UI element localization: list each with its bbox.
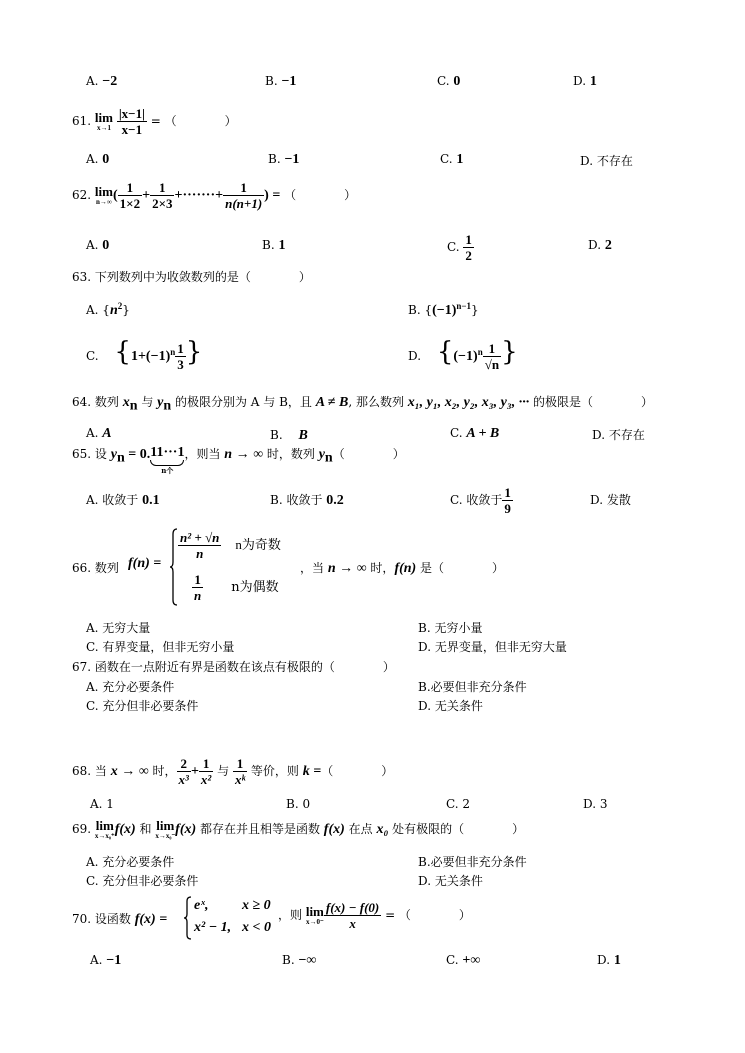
q62-stem: 62. lim n→∞ ( $\frac{1}{1\times 2}$ + $\frac{1}{2\times 3}$ +·······+ $\frac{1}{n(n+1)}$ ) = （ ） [72,180,357,211]
q70-option-c: C. +∞ [446,953,481,968]
q69-option-c: C. 充分但非必要条件 [86,874,199,888]
q70-option-a: A. −1 [90,953,122,968]
q65-option-d: D. 发散 [590,493,631,507]
q68-stem: 68. 当 x → ∞ 时， $\frac{2}{\text{x³}}$ + $\frac{1}{\text{x²}}$ 与 $\frac{1}{\text{xᵏ}}$ 等价，则 k =（ ） [72,756,394,787]
q66-function-name: f(n) = [128,556,162,571]
q60-option-b: B. −1 [265,74,297,89]
q64-option-c: C. A + B [450,426,500,441]
q67-option-a: A. 充分必要条件 [86,680,175,694]
q69-stem: 69. lim x→x₀⁺ f(x) 和 lim x→x₀⁻ f(x) 都存在并且相等是函数 f(x) 在点 x₀ 处有极限的（ ） [72,818,525,840]
q63-option-c: C. {$1+(-1)^n$ $\frac{1}{3}$ } [86,337,203,372]
q62-option-d: D. 2 [588,238,612,253]
q66-label: 66. 数列 [72,561,119,575]
q66-case-even: $\frac{1}{n}$ n为偶数 [194,572,279,603]
q66-option-c: C. 有界变量，但非无穷小量 [86,640,235,654]
q66-piecewise-brace [170,528,178,606]
q60-option-d: D. 1 [573,74,597,89]
q64-stem: 64. 数列 $x_n$ 与 $y_n$ 的极限分别为 A 与 B，且 A ≠ B, 那么数列 x₁, y₁, x₂, y₂, x₃, y₃, ··· 的极限是（ ） [72,395,654,414]
q66-option-d: D. 无界变量，但非无穷大量 [418,640,567,654]
q65-option-b: B. 收敛于 0.2 [270,493,344,508]
q69-option-b: B.必要但非充分条件 [418,855,527,869]
q67-stem: 67. 函数在一点附近有界是函数在该点有极限的（ ） [72,660,395,674]
q66-case-odd: $\frac{\text{n² + √n}}{n}$ n为奇数 [180,530,281,561]
q70-case-1: eˣ, x ≥ 0 [194,898,271,913]
q67-option-c: C. 充分但非必要条件 [86,699,199,713]
q62-option-c: C. $\frac{1}{2}$ [447,232,472,263]
q70-label: 70. 设函数 f(x) = [72,912,168,927]
q63-option-a: A. $\{n^2\}$ [86,301,130,318]
q67-option-b: B.必要但非充分条件 [418,680,527,694]
q69-option-d: D. 无关条件 [418,874,483,888]
q70-option-d: D. 1 [597,953,621,968]
q64-option-b: B. B [270,428,308,443]
q68-option-b: B. 0 [286,797,311,811]
q65-option-c: C. 收敛于 $\frac{1}{9}$ [450,485,511,516]
q65-stem: 65. 设 $y_n = 0.11\cdot\cdot\cdot 1$ n个 ，则当 n → ∞ 时，数列 $y_n$（ ） [72,445,405,475]
q60-option-a: A. −2 [86,74,118,89]
q66-option-a: A. 无穷大量 [86,621,151,635]
q70-case-2: x² − 1, x < 0 [194,920,271,935]
q63-stem: 63. 下列数列中为收敛数列的是（ ） [72,270,311,284]
q67-option-d: D. 无关条件 [418,699,483,713]
q65-option-a: A. 收敛于 0.1 [86,493,160,508]
q70-tail: ，则 lim x→0⁻ $\frac{f(x) - f(0)}{x}$ = （ ） [278,900,471,931]
q68-option-a: A. 1 [90,797,114,811]
q64-option-d: D. 不存在 [592,428,645,442]
q60-option-c: C. 0 [437,74,461,89]
q70-piecewise-brace [184,896,192,940]
q62-option-a: A. 0 [86,238,110,253]
q61-stem: 61. lim x→1 $\frac{|x-1|}{x-1}$ = （ ） [72,106,237,137]
q66-option-b: B. 无穷小量 [418,621,483,635]
q61-option-d: D. 不存在 [580,154,633,168]
q61-option-a: A. 0 [86,152,110,167]
q70-option-b: B. −∞ [282,953,317,968]
q66-tail: ，当 n → ∞ 时，f(n) 是（ ） [300,561,505,576]
q68-option-d: D. 3 [583,797,608,811]
q68-option-c: C. 2 [446,797,471,811]
q61-option-c: C. 1 [440,152,464,167]
q69-option-a: A. 充分必要条件 [86,855,175,869]
q61-option-b: B. −1 [268,152,300,167]
q63-option-d: D. {$(-1)^n$ $\frac{1}{√n}$ } [408,337,518,372]
q62-option-b: B. 1 [262,238,286,253]
q64-option-a: A. A [86,426,112,441]
q63-option-b: B. $\{(-1)^{n-1}\}$ [408,301,479,318]
